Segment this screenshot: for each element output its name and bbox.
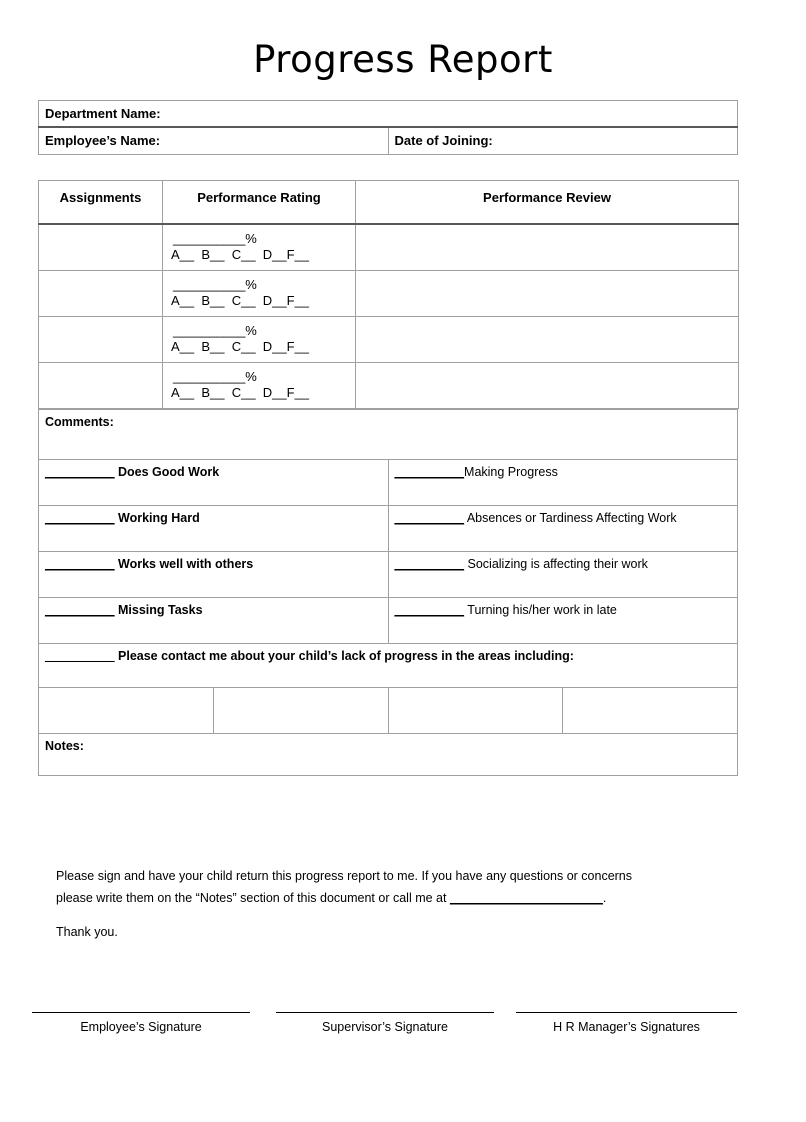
date-of-joining-field[interactable]: Date of Joining:: [388, 127, 738, 154]
table-row: [39, 409, 738, 459]
comments-field[interactable]: Comments:: [39, 409, 738, 459]
header-info-table: [38, 100, 738, 155]
review-input-2[interactable]: [356, 270, 739, 316]
table-row: [39, 733, 738, 775]
signature-line-hr-manager[interactable]: [516, 1012, 737, 1013]
trait-item-does-good-work[interactable]: [39, 459, 389, 505]
page-title: Progress Report: [253, 38, 553, 81]
trait-item-absences-or-tardiness[interactable]: [388, 505, 738, 551]
percent-blank-3[interactable]: __________%: [173, 322, 257, 338]
table-row: [39, 101, 738, 128]
table-row: [39, 362, 739, 408]
rating-cell-1[interactable]: [163, 224, 356, 270]
trait-label-right-3: Socializing is affecting their work: [464, 556, 648, 571]
table-row: [39, 316, 739, 362]
performance-table: [38, 180, 739, 409]
trait-blank-right-3[interactable]: __________: [394, 556, 465, 571]
trait-blank-left-4[interactable]: __________: [45, 602, 115, 617]
signature-block-supervisor[interactable]: [276, 1012, 494, 1034]
table-row: [39, 687, 738, 733]
area-cell-4[interactable]: [563, 687, 738, 733]
assignment-input-1[interactable]: [39, 224, 163, 270]
trait-label-right-4: Turning his/her work in late: [464, 602, 617, 617]
grade-options-4[interactable]: A__ B__ C__ D__F__: [171, 384, 310, 400]
trait-label-left-3: Works well with others: [114, 556, 254, 571]
traits-table: [38, 409, 738, 776]
column-header-performance-rating: Performance Rating: [163, 180, 356, 224]
contact-me-item[interactable]: [39, 643, 738, 687]
contact-label: Please contact me about your child’s lack of progress in the areas including:: [114, 648, 574, 663]
trait-blank-left-1[interactable]: __________: [45, 464, 115, 479]
table-row: [39, 597, 738, 643]
rating-cell-3[interactable]: [163, 316, 356, 362]
table-row: [39, 127, 738, 154]
signature-line-employee[interactable]: [32, 1012, 250, 1013]
grade-options-1[interactable]: A__ B__ C__ D__F__: [171, 247, 310, 263]
trait-label-right-2: Absences or Tardiness Affecting Work: [464, 510, 677, 525]
assignment-input-3[interactable]: [39, 316, 163, 362]
table-header-row: [39, 180, 739, 224]
signature-label-employee: Employee’s Signature: [80, 1020, 202, 1034]
trait-item-works-well-with-others[interactable]: [39, 551, 389, 597]
trait-item-making-progress[interactable]: [388, 459, 738, 505]
trait-label-left-1: Does Good Work: [114, 464, 220, 479]
assignment-input-2[interactable]: [39, 270, 163, 316]
trait-item-turning-work-in-late[interactable]: [388, 597, 738, 643]
area-cell-3[interactable]: [388, 687, 563, 733]
trait-label-left-4: Missing Tasks: [114, 602, 203, 617]
signature-label-supervisor: Supervisor’s Signature: [322, 1020, 448, 1034]
thank-you-text: Thank you.: [56, 925, 118, 939]
phone-number-blank[interactable]: ______________________: [449, 890, 603, 905]
review-input-4[interactable]: [356, 362, 739, 408]
trait-blank-left-3[interactable]: __________: [45, 556, 115, 571]
trait-item-missing-tasks[interactable]: [39, 597, 389, 643]
review-input-3[interactable]: [356, 316, 739, 362]
review-input-1[interactable]: [356, 224, 739, 270]
signature-line-supervisor[interactable]: [276, 1012, 494, 1013]
footer-line-2-before: please write them on the “Notes” section of this document or call me at: [56, 890, 450, 905]
signature-block-hr-manager[interactable]: [516, 1012, 737, 1034]
percent-blank-2[interactable]: __________%: [173, 276, 257, 292]
grade-options-3[interactable]: A__ B__ C__ D__F__: [171, 338, 310, 354]
department-name-field[interactable]: Department Name:: [39, 101, 738, 128]
trait-blank-right-4[interactable]: __________: [394, 602, 465, 617]
trait-item-socializing-affecting-work[interactable]: [388, 551, 738, 597]
trait-label-left-2: Working Hard: [114, 510, 200, 525]
trait-label-right-1: Making Progress: [464, 464, 558, 479]
trait-blank-right-2[interactable]: __________: [394, 510, 465, 525]
trait-blank-right-1[interactable]: __________: [394, 464, 465, 479]
footer-line-2-after: .: [602, 890, 607, 905]
footer-line-1: Please sign and have your child return this progress report to me. If you have any questions or concerns: [56, 869, 633, 883]
percent-blank-4[interactable]: __________%: [173, 368, 257, 384]
rating-cell-4[interactable]: [163, 362, 356, 408]
area-cell-2[interactable]: [213, 687, 388, 733]
table-row: [39, 505, 738, 551]
table-row: [39, 224, 739, 270]
table-row: [39, 551, 738, 597]
table-row: [39, 459, 738, 505]
signature-block-employee[interactable]: [32, 1012, 250, 1034]
trait-blank-left-2[interactable]: __________: [45, 510, 115, 525]
column-header-assignments: Assignments: [39, 180, 163, 224]
signature-section: [0, 1012, 806, 1062]
trait-item-working-hard[interactable]: [39, 505, 389, 551]
notes-field[interactable]: Notes:: [39, 733, 738, 775]
column-header-performance-review: Performance Review: [356, 180, 739, 224]
footer-instructions: [56, 866, 700, 910]
grade-options-2[interactable]: A__ B__ C__ D__F__: [171, 292, 310, 308]
signature-label-hr-manager: H R Manager’s Signatures: [553, 1020, 700, 1034]
assignment-input-4[interactable]: [39, 362, 163, 408]
rating-cell-2[interactable]: [163, 270, 356, 316]
table-row: [39, 643, 738, 687]
table-row: [39, 270, 739, 316]
contact-blank[interactable]: __________: [45, 648, 115, 663]
percent-blank-1[interactable]: __________%: [173, 231, 257, 246]
employee-name-field[interactable]: Employee’s Name:: [39, 127, 389, 154]
area-cell-1[interactable]: [39, 687, 214, 733]
